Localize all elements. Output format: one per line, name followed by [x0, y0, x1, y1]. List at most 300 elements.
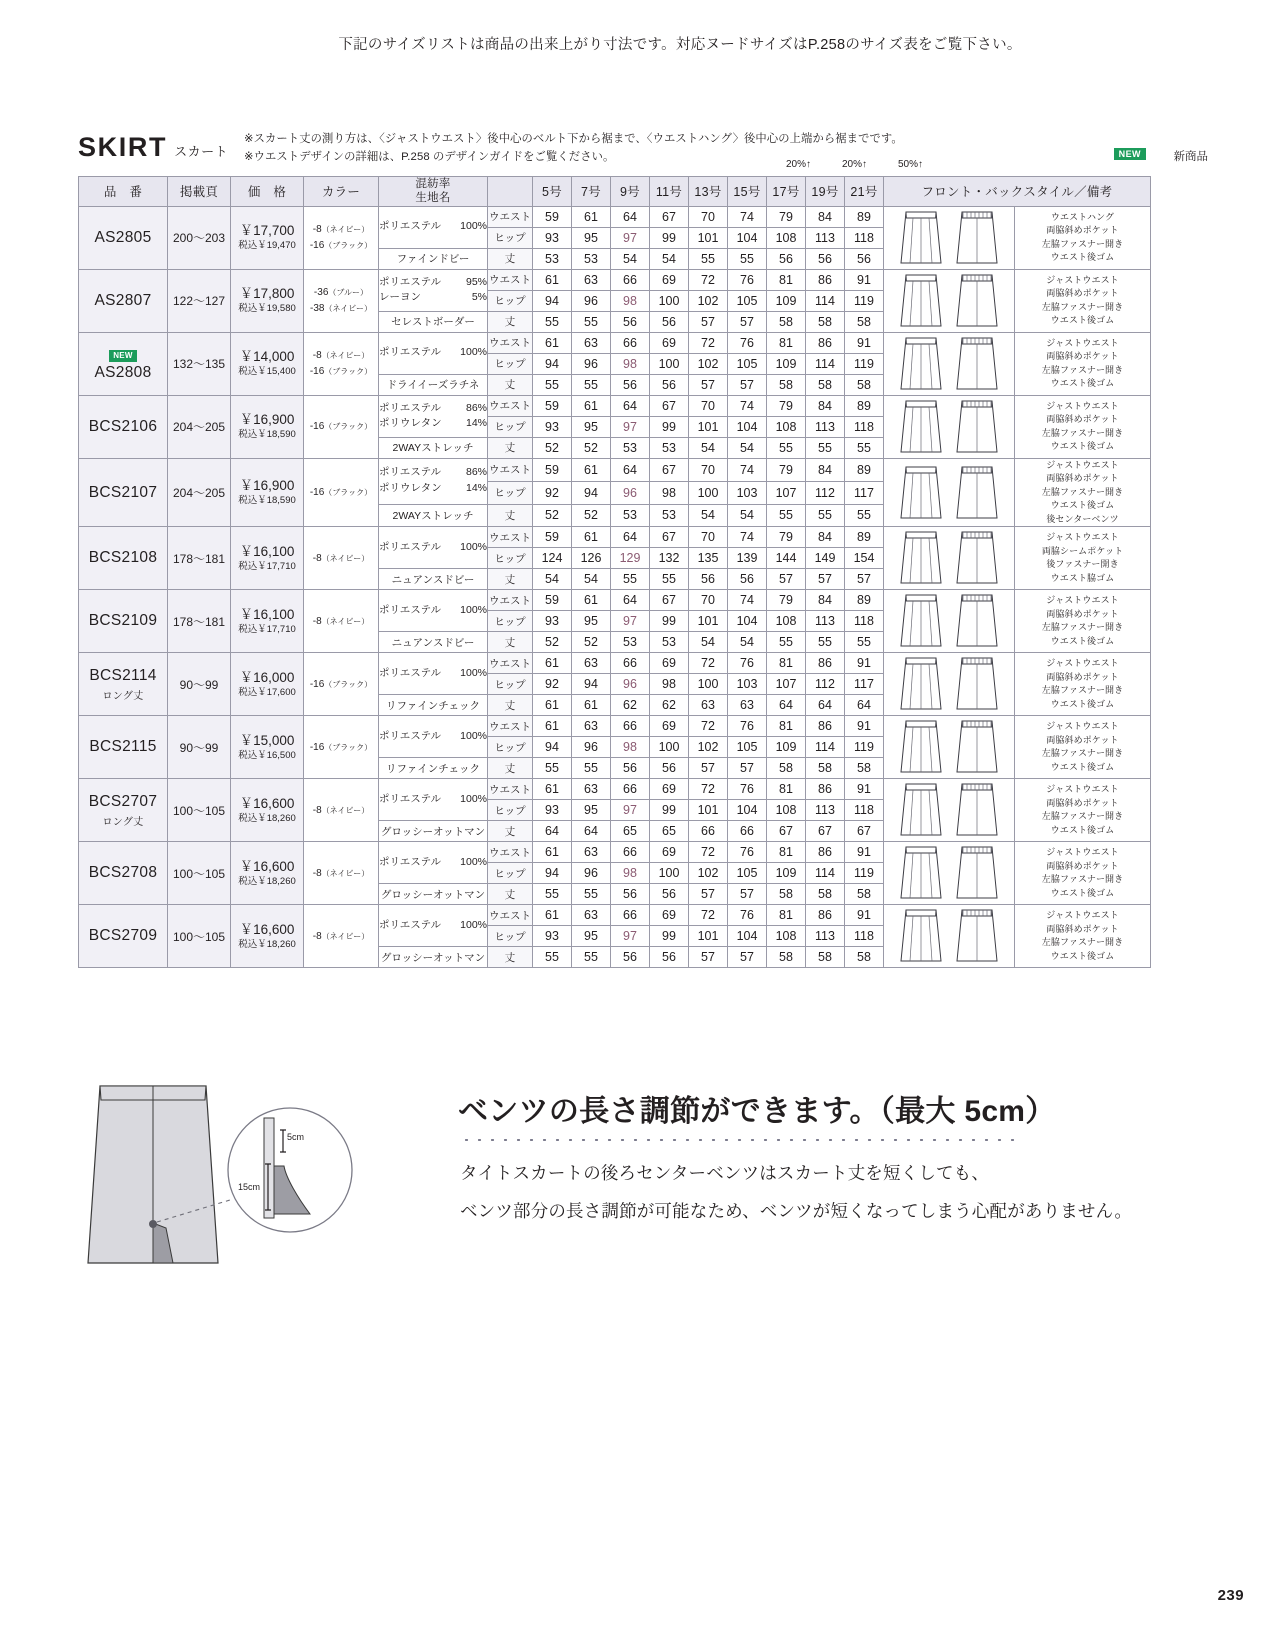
skirt-illustration — [78, 1078, 408, 1283]
cell-length-0: 55 — [533, 311, 572, 332]
cell-page: 122〜127 — [168, 269, 231, 332]
cell-waist-0: 59 — [533, 206, 572, 227]
table-row — [79, 905, 1151, 926]
cell-length-7: 55 — [806, 504, 845, 527]
th-blend-line2: 生地名 — [415, 192, 451, 205]
stretch-mark-2: 20%↑ — [842, 159, 868, 170]
cell-length-7: 64 — [806, 695, 845, 716]
cell-page: 200〜203 — [168, 206, 231, 269]
cell-hip-0: 93 — [533, 227, 572, 248]
skirt-front-icon — [896, 653, 946, 715]
cell-color — [304, 779, 379, 842]
cell-price: ￥17,800 税込￥19,580 — [231, 269, 304, 332]
cell-length-7: 58 — [806, 947, 845, 968]
note-line: ウエスト後ゴム — [1050, 698, 1115, 709]
cell-price: ￥16,100 税込￥17,710 — [231, 527, 304, 590]
cell-hip-0: 93 — [533, 800, 572, 821]
cell-fabric: グロッシーオットマン — [379, 884, 488, 905]
cell-waist-0: 59 — [533, 527, 572, 548]
skirt-back-icon — [952, 462, 1002, 524]
cell-hip-1: 96 — [572, 737, 611, 758]
table-row — [79, 842, 1151, 863]
cell-length-7: 58 — [806, 374, 845, 395]
cell-hip-8: 119 — [845, 353, 884, 374]
cell-attr-hip: ヒップ — [488, 800, 533, 821]
blend-pct: 14% — [465, 482, 487, 495]
skirt-back-icon — [952, 270, 1002, 332]
cell-length-3: 53 — [650, 437, 689, 458]
blend-row — [379, 540, 487, 556]
cell-fabric: 2WAYストレッチ — [379, 504, 488, 527]
note-line: ウエスト脇ゴム — [1050, 572, 1115, 583]
note-line: ウエスト後ゴム — [1050, 252, 1115, 263]
cell-blend — [379, 269, 488, 311]
cell-waist-4: 70 — [689, 395, 728, 416]
cell-blend — [379, 716, 488, 758]
cell-blend — [379, 590, 488, 632]
blend-pct: 100% — [460, 792, 487, 805]
cell-attr-length: 丈 — [488, 248, 533, 269]
blend-name: ポリウレタン — [379, 417, 442, 430]
cell-waist-2: 66 — [611, 716, 650, 737]
cell-length-4: 54 — [689, 437, 728, 458]
cell-waist-0: 61 — [533, 779, 572, 800]
cell-waist-4: 72 — [689, 716, 728, 737]
cell-length-2: 55 — [611, 569, 650, 590]
cell-waist-0: 61 — [533, 716, 572, 737]
cell-hip-8: 117 — [845, 481, 884, 504]
cell-blend — [379, 332, 488, 374]
note-line: 両脇斜めポケット — [1046, 608, 1119, 619]
cell-waist-8: 89 — [845, 206, 884, 227]
cell-fabric: リファインチェック — [379, 758, 488, 779]
cell-note — [1015, 269, 1151, 332]
color-option: -16（ブラック） — [309, 678, 373, 690]
cell-hip-4: 100 — [689, 674, 728, 695]
cell-code — [79, 527, 168, 590]
cell-attr-waist: ウエスト — [488, 527, 533, 548]
stretch-mark-3: 50%↑ — [898, 159, 924, 170]
cell-length-2: 53 — [611, 632, 650, 653]
note-line: 両脇斜めポケット — [1046, 734, 1119, 745]
cell-length-5: 57 — [728, 311, 767, 332]
cell-hip-2: 98 — [611, 290, 650, 311]
cell-length-8: 58 — [845, 884, 884, 905]
cell-length-5: 54 — [728, 632, 767, 653]
cell-length-6: 55 — [767, 437, 806, 458]
cell-waist-7: 84 — [806, 590, 845, 611]
th-size-6: 17号 — [767, 177, 806, 207]
cell-hip-6: 108 — [767, 800, 806, 821]
cell-waist-3: 69 — [650, 842, 689, 863]
cell-length-8: 64 — [845, 695, 884, 716]
color-option: -8（ネイビー） — [312, 615, 370, 627]
cell-hip-7: 149 — [806, 548, 845, 569]
cell-length-5: 57 — [728, 947, 767, 968]
cell-hip-2: 98 — [611, 863, 650, 884]
promo-line-2: ベンツ部分の長さ調節が可能なため、ベンツが短くなってしまう心配がありません。 — [460, 1201, 1132, 1221]
blend-row — [379, 918, 487, 934]
blend-name: ポリエステル — [379, 275, 442, 288]
cell-price-tax: 税込￥17,710 — [238, 560, 296, 572]
cell-length-0: 55 — [533, 884, 572, 905]
th-blend-line1: 混紡率 — [415, 178, 451, 190]
cell-length-8: 55 — [845, 504, 884, 527]
cell-waist-3: 69 — [650, 269, 689, 290]
cell-price: ￥16,100 税込￥17,710 — [231, 590, 304, 653]
skirt-front-icon — [896, 270, 946, 332]
cell-price: ￥16,600 税込￥18,260 — [231, 842, 304, 905]
cell-waist-3: 67 — [650, 206, 689, 227]
cell-code — [79, 716, 168, 779]
color-option: -16（ブラック） — [309, 741, 373, 753]
cell-waist-4: 70 — [689, 206, 728, 227]
note-line: ジャストウエスト — [1046, 274, 1119, 285]
cell-attr-waist: ウエスト — [488, 395, 533, 416]
blend-name: ポリエステル — [379, 792, 442, 805]
cell-waist-5: 76 — [728, 653, 767, 674]
cell-hip-3: 99 — [650, 611, 689, 632]
cell-hip-1: 95 — [572, 416, 611, 437]
th-size-8: 21号 — [845, 177, 884, 207]
note-line: ウエストハング — [1050, 211, 1115, 222]
blend-row — [379, 465, 487, 481]
note-line: ウエスト後ゴム — [1050, 824, 1115, 835]
cell-color — [304, 842, 379, 905]
cell-price-tax: 税込￥15,400 — [238, 366, 296, 378]
cell-length-5: 54 — [728, 504, 767, 527]
note-line: ジャストウエスト — [1046, 595, 1119, 606]
note-line: 左脇ファスナー開き — [1041, 874, 1124, 885]
cell-length-2: 56 — [611, 947, 650, 968]
cell-hip-0: 93 — [533, 926, 572, 947]
cell-waist-6: 79 — [767, 590, 806, 611]
cell-hip-3: 100 — [650, 290, 689, 311]
cell-length-5: 66 — [728, 821, 767, 842]
cell-hip-4: 102 — [689, 737, 728, 758]
cell-price-tax: 税込￥18,590 — [238, 429, 296, 441]
table-row — [79, 332, 1151, 353]
cell-hip-6: 109 — [767, 353, 806, 374]
cell-hip-6: 107 — [767, 674, 806, 695]
cell-waist-1: 63 — [572, 332, 611, 353]
cell-code — [79, 779, 168, 842]
color-option: -8（ネイビー） — [312, 867, 370, 879]
cell-hip-5: 105 — [728, 353, 767, 374]
cell-waist-0: 61 — [533, 842, 572, 863]
th-style: フロント・バックスタイル／備考 — [884, 177, 1151, 207]
cell-waist-7: 84 — [806, 395, 845, 416]
cell-attr-hip: ヒップ — [488, 227, 533, 248]
cell-hip-0: 94 — [533, 737, 572, 758]
cell-hip-1: 96 — [572, 863, 611, 884]
skirt-front-icon — [896, 396, 946, 458]
cell-attr-hip: ヒップ — [488, 548, 533, 569]
cell-waist-2: 64 — [611, 458, 650, 481]
skirt-back-icon — [952, 527, 1002, 589]
cell-waist-0: 61 — [533, 905, 572, 926]
cell-length-0: 53 — [533, 248, 572, 269]
cell-attr-waist: ウエスト — [488, 716, 533, 737]
cell-hip-3: 100 — [650, 863, 689, 884]
cell-waist-6: 81 — [767, 905, 806, 926]
blend-pct: 100% — [460, 729, 487, 742]
new-badge: NEW — [1114, 148, 1146, 160]
cell-style-figures — [884, 905, 1015, 968]
cell-code — [79, 332, 168, 395]
cell-hip-8: 118 — [845, 926, 884, 947]
cell-attr-hip: ヒップ — [488, 611, 533, 632]
cell-hip-2: 97 — [611, 800, 650, 821]
note-line: 後ファスナー開き — [1046, 559, 1119, 570]
note-line: ジャストウエスト — [1046, 532, 1119, 543]
cell-attr-length: 丈 — [488, 695, 533, 716]
blend-row — [379, 481, 487, 497]
cell-length-8: 58 — [845, 947, 884, 968]
color-option: -16（ブラック） — [309, 421, 373, 432]
blend-pct: 100% — [460, 666, 487, 679]
cell-length-0: 52 — [533, 632, 572, 653]
cell-waist-8: 91 — [845, 269, 884, 290]
skirt-front-icon — [896, 905, 946, 967]
cell-hip-6: 108 — [767, 926, 806, 947]
blend-pct: 100% — [460, 346, 487, 359]
cell-blend — [379, 395, 488, 437]
cell-fabric: ドライイーズラチネ — [379, 374, 488, 395]
cell-length-0: 61 — [533, 695, 572, 716]
blend-name: ポリエステル — [379, 466, 442, 479]
product-code-sub: ロング丈 — [102, 816, 144, 828]
th-blend — [379, 177, 488, 207]
color-option: -8（ネイビー） — [312, 350, 370, 362]
skirt-back-icon — [952, 590, 1002, 652]
cell-note — [1015, 458, 1151, 527]
cell-length-0: 55 — [533, 758, 572, 779]
cell-color — [304, 458, 379, 527]
cell-length-3: 65 — [650, 821, 689, 842]
cell-waist-8: 91 — [845, 779, 884, 800]
cell-hip-7: 114 — [806, 353, 845, 374]
cell-page: 132〜135 — [168, 332, 231, 395]
note-line: ジャストウエスト — [1046, 847, 1119, 858]
cell-length-2: 62 — [611, 695, 650, 716]
cell-length-1: 55 — [572, 947, 611, 968]
cell-length-6: 58 — [767, 947, 806, 968]
cell-hip-1: 95 — [572, 926, 611, 947]
product-code: BCS2709 — [88, 927, 158, 945]
cell-hip-6: 144 — [767, 548, 806, 569]
cell-hip-3: 99 — [650, 926, 689, 947]
page-title: SKIRT スカート — [78, 132, 229, 162]
blend-pct: 86% — [465, 401, 487, 414]
cell-code — [79, 395, 168, 458]
note-line: 両脇斜めポケット — [1046, 288, 1119, 299]
blend-row — [379, 275, 487, 291]
th-color: カラー — [304, 177, 379, 207]
cell-attr-length: 丈 — [488, 821, 533, 842]
note-line: ウエスト後ゴム — [1050, 315, 1115, 326]
cell-waist-1: 61 — [572, 206, 611, 227]
cell-length-1: 55 — [572, 884, 611, 905]
cell-length-4: 66 — [689, 821, 728, 842]
new-badge-row: NEW — [109, 350, 137, 362]
cell-waist-2: 66 — [611, 332, 650, 353]
cell-waist-6: 81 — [767, 332, 806, 353]
cell-waist-0: 59 — [533, 395, 572, 416]
cell-attr-waist: ウエスト — [488, 842, 533, 863]
skirt-front-icon — [896, 716, 946, 778]
cell-waist-5: 74 — [728, 527, 767, 548]
blend-pct: 100% — [460, 540, 487, 553]
cell-length-1: 52 — [572, 437, 611, 458]
cell-waist-1: 63 — [572, 653, 611, 674]
note-line: 左脇ファスナー開き — [1041, 301, 1124, 312]
table-header-row — [79, 177, 1151, 207]
color-option: -8（ネイビー） — [312, 552, 370, 564]
product-code-sub: ロング丈 — [102, 690, 144, 702]
blend-row — [379, 792, 487, 808]
cell-hip-0: 92 — [533, 481, 572, 504]
cell-waist-8: 89 — [845, 527, 884, 548]
cell-length-1: 52 — [572, 632, 611, 653]
cell-hip-1: 96 — [572, 290, 611, 311]
th-page: 掲載頁 — [168, 177, 231, 207]
cell-waist-5: 76 — [728, 905, 767, 926]
note-line: 左脇ファスナー開き — [1041, 364, 1124, 375]
blend-pct: 100% — [460, 918, 487, 931]
cell-attr-hip: ヒップ — [488, 863, 533, 884]
cell-hip-7: 114 — [806, 863, 845, 884]
cell-fabric: グロッシーオットマン — [379, 947, 488, 968]
blend-row — [379, 729, 487, 745]
blend-pct: 86% — [465, 466, 487, 479]
cell-waist-3: 69 — [650, 716, 689, 737]
cell-hip-5: 104 — [728, 926, 767, 947]
cell-hip-3: 99 — [650, 416, 689, 437]
cell-hip-3: 100 — [650, 353, 689, 374]
cell-length-8: 58 — [845, 758, 884, 779]
note-line: 左脇ファスナー開き — [1041, 622, 1124, 633]
cell-note — [1015, 716, 1151, 779]
cell-price-tax: 税込￥19,580 — [238, 303, 296, 315]
cell-price: ￥14,000 税込￥15,400 — [231, 332, 304, 395]
cell-waist-1: 61 — [572, 458, 611, 481]
size-list-table — [78, 176, 1151, 968]
skirt-front-icon — [896, 779, 946, 841]
cell-price: ￥16,600 税込￥18,260 — [231, 905, 304, 968]
cell-attr-length: 丈 — [488, 632, 533, 653]
cell-hip-8: 119 — [845, 863, 884, 884]
th-size-0: 5号 — [533, 177, 572, 207]
cell-price-tax: 税込￥18,260 — [238, 812, 296, 824]
cell-waist-2: 64 — [611, 527, 650, 548]
cell-length-8: 57 — [845, 569, 884, 590]
cell-blend — [379, 653, 488, 695]
note-line: 左脇ファスナー開き — [1041, 937, 1124, 948]
cell-hip-1: 95 — [572, 800, 611, 821]
cell-style-figures — [884, 716, 1015, 779]
cell-attr-hip: ヒップ — [488, 674, 533, 695]
cell-length-0: 55 — [533, 374, 572, 395]
th-size-2: 9号 — [611, 177, 650, 207]
cell-hip-2: 97 — [611, 611, 650, 632]
stretch-mark-1: 20%↑ — [786, 159, 812, 170]
table-row — [79, 269, 1151, 290]
cell-length-4: 57 — [689, 758, 728, 779]
cell-hip-5: 103 — [728, 481, 767, 504]
blend-name: レーヨン — [379, 291, 421, 304]
color-option: -8（ネイビー） — [312, 930, 370, 942]
cell-hip-7: 114 — [806, 737, 845, 758]
cell-attr-length: 丈 — [488, 758, 533, 779]
product-code: AS2808 — [94, 364, 152, 382]
cell-price-tax: 税込￥16,500 — [238, 749, 296, 761]
measure-note-1: ※スカート丈の測り方は、〈ジャストウエスト〉後中心のベルト下から裾まで、〈ウエストハング〉後中心の上端から裾までです。 — [244, 133, 903, 145]
cell-waist-4: 70 — [689, 458, 728, 481]
blend-name: ポリエステル — [379, 666, 442, 679]
cell-fabric: ニュアンスドビー — [379, 569, 488, 590]
product-code: BCS2707 — [88, 792, 158, 810]
cell-length-2: 56 — [611, 311, 650, 332]
cell-waist-7: 86 — [806, 716, 845, 737]
cell-attr-waist: ウエスト — [488, 206, 533, 227]
cell-hip-6: 109 — [767, 290, 806, 311]
cell-blend — [379, 842, 488, 884]
cell-color — [304, 332, 379, 395]
promo-heading: ベンツの長さ調節ができます。（最大 5cm） — [458, 1095, 1056, 1128]
th-size-7: 19号 — [806, 177, 845, 207]
cell-hip-6: 108 — [767, 227, 806, 248]
cell-hip-1: 95 — [572, 611, 611, 632]
promo-divider — [460, 1136, 1015, 1144]
cell-page: 90〜99 — [168, 716, 231, 779]
cell-page: 178〜181 — [168, 527, 231, 590]
cell-hip-3: 98 — [650, 481, 689, 504]
cell-hip-4: 101 — [689, 416, 728, 437]
product-code: BCS2114 — [89, 666, 157, 684]
cell-attr-length: 丈 — [488, 884, 533, 905]
cell-waist-2: 64 — [611, 206, 650, 227]
color-option: -36（ブルー） — [313, 287, 369, 299]
cell-hip-4: 102 — [689, 353, 728, 374]
cell-length-3: 53 — [650, 504, 689, 527]
blend-row — [379, 401, 487, 417]
cell-waist-2: 66 — [611, 653, 650, 674]
note-line: 両脇斜めポケット — [1046, 797, 1119, 808]
table-row — [79, 653, 1151, 674]
note-line: ウエスト後ゴム — [1050, 500, 1115, 511]
cell-fabric: 2WAYストレッチ — [379, 437, 488, 458]
note-line: 左脇ファスナー開き — [1041, 685, 1124, 696]
cell-fabric: ニュアンスドビー — [379, 632, 488, 653]
cell-waist-2: 64 — [611, 590, 650, 611]
cell-waist-5: 74 — [728, 206, 767, 227]
cell-waist-2: 66 — [611, 905, 650, 926]
note-line: 左脇ファスナー開き — [1041, 811, 1124, 822]
cell-length-2: 56 — [611, 884, 650, 905]
cell-waist-6: 81 — [767, 269, 806, 290]
cell-waist-7: 86 — [806, 653, 845, 674]
cell-length-3: 56 — [650, 758, 689, 779]
cell-hip-5: 104 — [728, 227, 767, 248]
cell-length-2: 53 — [611, 437, 650, 458]
cell-length-8: 55 — [845, 632, 884, 653]
cell-waist-3: 69 — [650, 779, 689, 800]
cell-attr-waist: ウエスト — [488, 458, 533, 481]
cell-waist-6: 81 — [767, 842, 806, 863]
skirt-back-icon — [952, 779, 1002, 841]
cell-length-1: 64 — [572, 821, 611, 842]
